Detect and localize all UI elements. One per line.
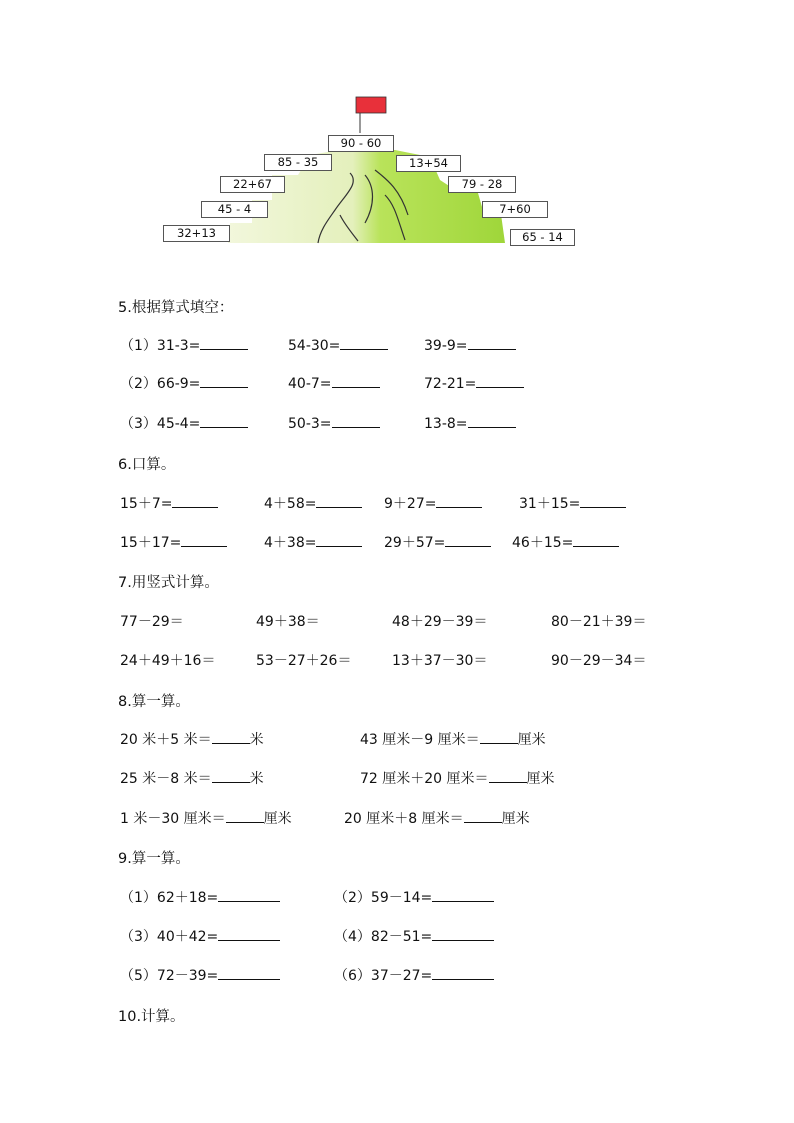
q9-row3-col1: （5）72－39= (120, 965, 280, 985)
q8-title: 8.算一算。 (118, 694, 190, 710)
q7-row2-col4: 90－29－34＝ (551, 653, 647, 669)
q5-row2-col2: 40-7= (288, 373, 380, 392)
q6-row1-col2: 4＋58= (264, 493, 362, 513)
expr-right-1: 13+54 (396, 155, 461, 172)
expr-right-4: 65 - 14 (510, 229, 575, 246)
q7-row1-col4: 80－21＋39＝ (551, 614, 647, 630)
q8-row3-col2: 20 厘米＋8 厘米＝ 厘米 (344, 808, 530, 828)
q9-row1-col2: （2）59－14= (334, 887, 494, 907)
q6-title: 6.口算。 (118, 457, 176, 473)
expr-left-3: 45 - 4 (201, 201, 268, 218)
q8-row1-col1: 20 米＋5 米＝ 米 (120, 729, 264, 749)
q6-row2-col3: 29＋57= (384, 532, 491, 552)
q6-row1-col1: 15＋7= (120, 493, 218, 513)
q9-row3-col2: （6）37－27= (334, 965, 494, 985)
q7-row2-col1: 24＋49＋16＝ (120, 653, 216, 669)
q7-row2-col3: 13＋37－30＝ (392, 653, 488, 669)
q7-row1-col1: 77－29＝ (120, 614, 184, 630)
q9-row2-col1: （3）40＋42= (120, 926, 280, 946)
q5-row2-col1: （2）66-9= (120, 373, 248, 393)
flag (356, 97, 386, 113)
q7-row1-col3: 48＋29－39＝ (392, 614, 488, 630)
expr-left-1: 85 - 35 (264, 154, 332, 171)
q5-row3-col1: （3）45-4= (120, 413, 248, 433)
q6-row2-col1: 15＋17= (120, 532, 227, 552)
q5-row2-col3: 72-21= (424, 373, 524, 392)
q5-row3-col2: 50-3= (288, 413, 380, 432)
q9-title: 9.算一算。 (118, 851, 190, 867)
q6-row2-col4: 46＋15= (512, 532, 619, 552)
q9-row2-col2: （4）82－51= (334, 926, 494, 946)
expr-left-2: 22+67 (220, 176, 285, 193)
q7-title: 7.用竖式计算。 (118, 575, 219, 591)
q5-title: 5.根据算式填空： (118, 300, 234, 316)
expr-top: 90 - 60 (328, 135, 394, 152)
q6-row1-col3: 9＋27= (384, 493, 482, 513)
q9-row1-col1: （1）62＋18= (120, 887, 280, 907)
q8-row3-col1: 1 米－30 厘米＝ 厘米 (120, 808, 292, 828)
expr-right-3: 7+60 (482, 201, 548, 218)
q5-row1-col1: （1）31-3= (120, 335, 248, 355)
q5-row1-col2: 54-30= (288, 335, 388, 354)
q5-row3-col3: 13-8= (424, 413, 516, 432)
q7-row2-col2: 53－27＋26＝ (256, 653, 352, 669)
q8-row2-col1: 25 米－8 米＝ 米 (120, 768, 264, 788)
q5-row1-col3: 39-9= (424, 335, 516, 354)
expr-left-4: 32+13 (163, 225, 230, 242)
q6-row1-col4: 31＋15= (519, 493, 626, 513)
mountain-illustration (160, 95, 580, 255)
expr-right-2: 79 - 28 (448, 176, 516, 193)
q8-row1-col2: 43 厘米－9 厘米＝ 厘米 (360, 729, 546, 749)
q6-row2-col2: 4＋38= (264, 532, 362, 552)
q10-title: 10.计算。 (118, 1009, 185, 1025)
q7-row1-col2: 49＋38＝ (256, 614, 320, 630)
q8-row2-col2: 72 厘米＋20 厘米＝ 厘米 (360, 768, 555, 788)
